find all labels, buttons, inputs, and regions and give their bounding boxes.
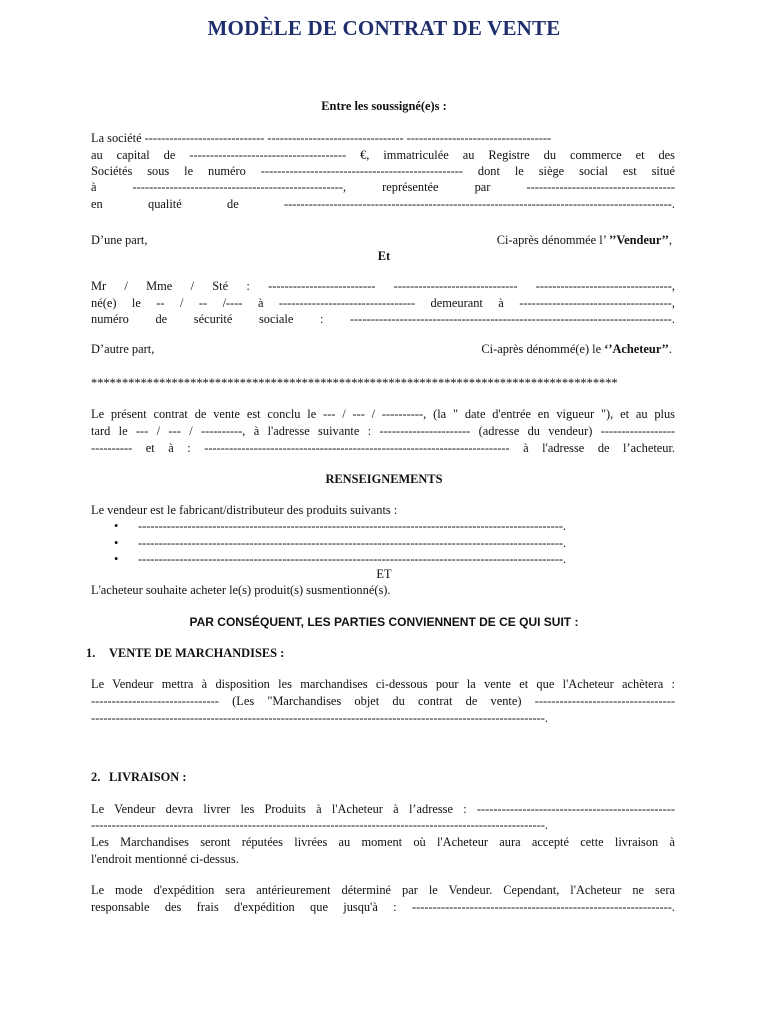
section-2-line-1: Le Vendeur devra livrer les Produits à l'Acheteur à l’adresse : ------------------------------------------------ <box>91 802 675 816</box>
section-2-line-6: responsable des frais d'expédition que jusqu'à : ---------------------------------------------------------------. <box>91 900 675 914</box>
company-line-2: au capital de -------------------------------------- €, immatriculée au Registre du commerce et des <box>91 148 675 162</box>
seller-label: ’’Vendeur’’ <box>609 233 669 247</box>
parties-header: Entre les soussigné(e)s : <box>321 99 447 113</box>
second-part-prefix: Ci-après dénommé(e) le <box>481 342 605 356</box>
buyer-label: ‘’Acheteur’’ <box>604 342 669 356</box>
section-2-number: 2. <box>91 770 101 784</box>
first-part-prefix: Ci-après dénommée l’ <box>496 233 610 247</box>
company-line-5: en qualité de ----------------------------------------------------------------------------------------------. <box>91 197 675 211</box>
intro-line-2: tard le --- / --- / ----------, à l'adresse suivante : ---------------------- (adresse du vendeur) ------------------ <box>91 424 675 438</box>
person-line-1: Mr / Mme / Sté : -------------------------- ------------------------------ ---------------------------------, <box>91 279 675 293</box>
first-part-designation <box>497 232 672 248</box>
renseignements-lead: Le vendeur est le fabricant/distributeur des produits suivants : <box>91 503 398 517</box>
section-1-line-3: --------------------------------------------------------------------------------------------------------------. <box>91 711 548 725</box>
renseignements-closing: L'acheteur souhaite acheter le(s) produit(s) susmentionné(s). <box>91 583 391 597</box>
company-line-4: à ---------------------------------------------------, représentée par ------------------------------------ <box>91 180 675 194</box>
second-part-designation <box>481 341 672 357</box>
consequence-heading: PAR CONSÉQUENT, LES PARTIES CONVIENNENT DE CE QUI SUIT : <box>189 615 579 629</box>
person-line-3: numéro de sécurité sociale : ------------------------------------------------------------------------------. <box>91 312 675 326</box>
asterisk-separator: ************************************************************************************* <box>91 376 618 390</box>
first-part-label: D’une part, <box>91 233 148 247</box>
bullet-item-3: -------------------------------------------------------------------------------------------------------. <box>138 552 567 566</box>
second-part-label: D’autre part, <box>91 342 155 356</box>
first-part-suffix: , <box>668 233 672 247</box>
bullet-icon: • <box>114 536 119 550</box>
document-title: MODÈLE DE CONTRAT DE VENTE <box>207 16 561 40</box>
section-2-line-2: --------------------------------------------------------------------------------------------------------------. <box>91 818 548 832</box>
company-line-1: La société ----------------------------- --------------------------------- ----------------------------------- <box>91 131 552 145</box>
intro-line-1: Le présent contrat de vente est conclu le --- / --- / ----------, (la " date d'entrée en vigueur "), et au plus <box>91 407 675 421</box>
section-2-line-3: Les Marchandises seront réputées livrées au moment où l'Acheteur aura accepté cette livraison à <box>91 835 675 849</box>
bullet-item-2: -------------------------------------------------------------------------------------------------------. <box>138 536 567 550</box>
second-part-suffix: . <box>668 342 672 356</box>
section-2-line-4: l'endroit mentionné ci-dessus. <box>91 852 239 866</box>
section-1-line-2: ------------------------------- (Les "Marchandises objet du contrat de vente) ---------------------------------- <box>91 694 675 708</box>
company-line-3: Sociétés sous le numéro ------------------------------------------------- dont le siège social est situé <box>91 164 675 178</box>
section-1-title: VENTE DE MARCHANDISES : <box>109 646 285 660</box>
section-1-line-1: Le Vendeur mettra à disposition les marchandises ci-dessous pour la vente et que l'Acheteur achètera : <box>91 677 675 691</box>
section-2-line-5: Le mode d'expédition sera antérieurement déterminé par le Vendeur. Cependant, l'Acheteur ne sera <box>91 883 675 897</box>
bullet-icon: • <box>114 519 119 533</box>
bullet-icon: • <box>114 552 119 566</box>
bullet-item-1: -------------------------------------------------------------------------------------------------------. <box>138 519 567 533</box>
renseignements-heading: RENSEIGNEMENTS <box>325 472 443 486</box>
et-label: ET <box>376 567 392 581</box>
section-2-title: LIVRAISON : <box>109 770 187 784</box>
person-line-2: né(e) le -- / -- /---- à --------------------------------- demeurant à -------------------------------------, <box>91 296 675 310</box>
intro-line-3: ---------- et à : -------------------------------------------------------------------------- à l'adresse de l’acheteur. <box>91 441 675 455</box>
and-label: Et <box>377 249 391 263</box>
section-1-number: 1. <box>86 646 96 660</box>
